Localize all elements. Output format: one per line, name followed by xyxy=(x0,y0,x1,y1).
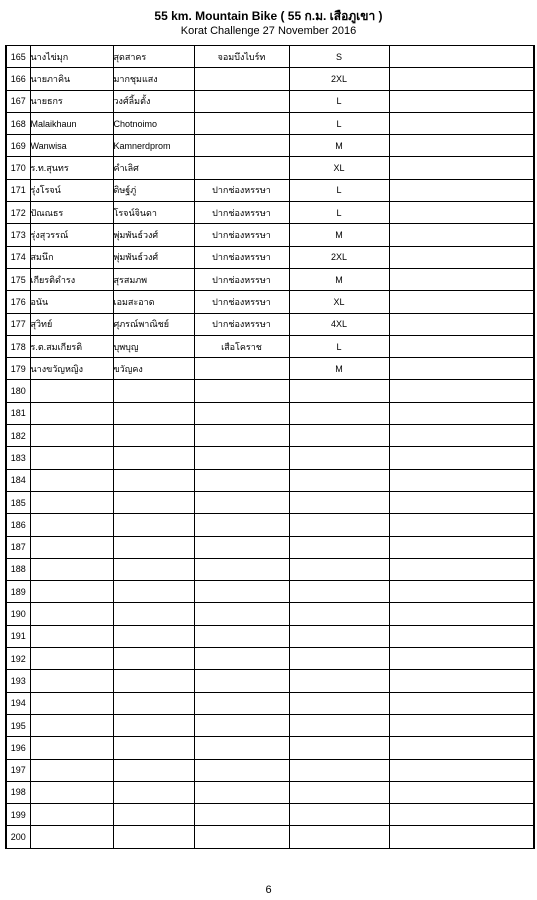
last-name-cell: พุ่มพันธ์วงศ์ xyxy=(113,246,194,268)
row-number-cell: 186 xyxy=(6,514,30,536)
table-row xyxy=(6,112,534,134)
first-name-cell: เกียรติดำรง xyxy=(30,268,113,290)
last-name-cell xyxy=(113,670,194,692)
blank-cell xyxy=(389,157,534,179)
club-cell xyxy=(194,358,289,380)
blank-cell xyxy=(389,313,534,335)
last-name-cell: Chotnoimo xyxy=(113,112,194,134)
table-row xyxy=(6,603,534,625)
table-row xyxy=(6,759,534,781)
last-name-cell: Kamnerdprom xyxy=(113,135,194,157)
last-name-cell: โรจน์จินดา xyxy=(113,202,194,224)
club-cell xyxy=(194,826,289,848)
shirt-size-cell xyxy=(289,804,389,826)
shirt-size-cell: L xyxy=(289,335,389,357)
last-name-cell xyxy=(113,402,194,424)
row-number-cell: 170 xyxy=(6,157,30,179)
row-number-cell: 188 xyxy=(6,558,30,580)
first-name-cell: นางไข่มุก xyxy=(30,46,113,68)
last-name-cell: ดิษฐ์ภู่ xyxy=(113,179,194,201)
last-name-cell xyxy=(113,625,194,647)
last-name-cell xyxy=(113,380,194,402)
first-name-cell xyxy=(30,425,113,447)
shirt-size-cell: L xyxy=(289,112,389,134)
blank-cell xyxy=(389,692,534,714)
club-cell: ปากช่องหรรษา xyxy=(194,291,289,313)
table-row xyxy=(6,135,534,157)
registration-table xyxy=(5,45,535,849)
table-row xyxy=(6,558,534,580)
club-cell xyxy=(194,491,289,513)
club-cell xyxy=(194,536,289,558)
first-name-cell: รุ่งโรจน์ xyxy=(30,179,113,201)
shirt-size-cell xyxy=(289,581,389,603)
first-name-cell: Malaikhaun xyxy=(30,112,113,134)
registration-table-body xyxy=(6,46,534,849)
shirt-size-cell xyxy=(289,737,389,759)
table-row xyxy=(6,179,534,201)
row-number-cell: 168 xyxy=(6,112,30,134)
last-name-cell xyxy=(113,425,194,447)
table-row xyxy=(6,202,534,224)
shirt-size-cell: M xyxy=(289,135,389,157)
last-name-cell: คำเลิศ xyxy=(113,157,194,179)
first-name-cell xyxy=(30,781,113,803)
shirt-size-cell: XL xyxy=(289,291,389,313)
blank-cell xyxy=(389,737,534,759)
blank-cell xyxy=(389,246,534,268)
last-name-cell: พุ่มพันธ์วงศ์ xyxy=(113,224,194,246)
last-name-cell: ขวัญคง xyxy=(113,358,194,380)
shirt-size-cell xyxy=(289,491,389,513)
first-name-cell: ปัณณธร xyxy=(30,202,113,224)
row-number-cell: 196 xyxy=(6,737,30,759)
shirt-size-cell: 2XL xyxy=(289,68,389,90)
club-cell xyxy=(194,625,289,647)
first-name-cell xyxy=(30,558,113,580)
table-row xyxy=(6,313,534,335)
row-number-cell: 195 xyxy=(6,714,30,736)
blank-cell xyxy=(389,447,534,469)
club-cell xyxy=(194,135,289,157)
club-cell xyxy=(194,402,289,424)
first-name-cell: Wanwisa xyxy=(30,135,113,157)
last-name-cell xyxy=(113,581,194,603)
first-name-cell: สุวิทย์ xyxy=(30,313,113,335)
last-name-cell: บุพบุญ xyxy=(113,335,194,357)
first-name-cell xyxy=(30,804,113,826)
last-name-cell: ศุภรณ์พาณิชย์ xyxy=(113,313,194,335)
shirt-size-cell: M xyxy=(289,224,389,246)
first-name-cell xyxy=(30,402,113,424)
blank-cell xyxy=(389,826,534,848)
shirt-size-cell: L xyxy=(289,202,389,224)
table-row xyxy=(6,291,534,313)
first-name-cell xyxy=(30,648,113,670)
club-cell: เสือโคราช xyxy=(194,335,289,357)
first-name-cell xyxy=(30,692,113,714)
row-number-cell: 177 xyxy=(6,313,30,335)
shirt-size-cell xyxy=(289,514,389,536)
blank-cell xyxy=(389,179,534,201)
row-number-cell: 165 xyxy=(6,46,30,68)
club-cell xyxy=(194,648,289,670)
first-name-cell xyxy=(30,826,113,848)
club-cell xyxy=(194,759,289,781)
blank-cell xyxy=(389,603,534,625)
last-name-cell xyxy=(113,737,194,759)
shirt-size-cell: L xyxy=(289,179,389,201)
row-number-cell: 193 xyxy=(6,670,30,692)
row-number-cell: 194 xyxy=(6,692,30,714)
table-row xyxy=(6,826,534,848)
last-name-cell: สุดสาคร xyxy=(113,46,194,68)
row-number-cell: 172 xyxy=(6,202,30,224)
shirt-size-cell xyxy=(289,425,389,447)
blank-cell xyxy=(389,135,534,157)
club-cell xyxy=(194,558,289,580)
club-cell xyxy=(194,804,289,826)
first-name-cell: รุ่งสุวรรณ์ xyxy=(30,224,113,246)
last-name-cell xyxy=(113,648,194,670)
row-number-cell: 184 xyxy=(6,469,30,491)
first-name-cell: นางขวัญหญิง xyxy=(30,358,113,380)
club-cell: ปากช่องหรรษา xyxy=(194,268,289,290)
row-number-cell: 174 xyxy=(6,246,30,268)
last-name-cell xyxy=(113,603,194,625)
first-name-cell xyxy=(30,491,113,513)
club-cell xyxy=(194,737,289,759)
shirt-size-cell: S xyxy=(289,46,389,68)
last-name-cell xyxy=(113,491,194,513)
first-name-cell: ร.ต.สมเกียรติ xyxy=(30,335,113,357)
table-row xyxy=(6,358,534,380)
row-number-cell: 180 xyxy=(6,380,30,402)
row-number-cell: 181 xyxy=(6,402,30,424)
table-row xyxy=(6,670,534,692)
row-number-cell: 166 xyxy=(6,68,30,90)
shirt-size-cell xyxy=(289,692,389,714)
club-cell xyxy=(194,90,289,112)
table-row xyxy=(6,268,534,290)
club-cell xyxy=(194,469,289,491)
table-row xyxy=(6,536,534,558)
club-cell xyxy=(194,447,289,469)
blank-cell xyxy=(389,648,534,670)
last-name-cell xyxy=(113,514,194,536)
club-cell xyxy=(194,603,289,625)
blank-cell xyxy=(389,46,534,68)
blank-cell xyxy=(389,670,534,692)
shirt-size-cell: M xyxy=(289,268,389,290)
row-number-cell: 189 xyxy=(6,581,30,603)
table-row xyxy=(6,335,534,357)
club-cell xyxy=(194,157,289,179)
shirt-size-cell: 2XL xyxy=(289,246,389,268)
table-row xyxy=(6,648,534,670)
table-row xyxy=(6,625,534,647)
club-cell xyxy=(194,781,289,803)
blank-cell xyxy=(389,781,534,803)
first-name-cell xyxy=(30,380,113,402)
club-cell: ปากช่องหรรษา xyxy=(194,313,289,335)
blank-cell xyxy=(389,491,534,513)
last-name-cell: เอมสะอาด xyxy=(113,291,194,313)
blank-cell xyxy=(389,380,534,402)
row-number-cell: 190 xyxy=(6,603,30,625)
row-number-cell: 171 xyxy=(6,179,30,201)
first-name-cell xyxy=(30,514,113,536)
first-name-cell xyxy=(30,603,113,625)
table-row xyxy=(6,90,534,112)
club-cell xyxy=(194,380,289,402)
row-number-cell: 198 xyxy=(6,781,30,803)
first-name-cell xyxy=(30,737,113,759)
row-number-cell: 185 xyxy=(6,491,30,513)
table-row xyxy=(6,425,534,447)
first-name-cell: นายธกร xyxy=(30,90,113,112)
club-cell: ปากช่องหรรษา xyxy=(194,224,289,246)
table-row xyxy=(6,469,534,491)
row-number-cell: 176 xyxy=(6,291,30,313)
blank-cell xyxy=(389,804,534,826)
shirt-size-cell xyxy=(289,648,389,670)
first-name-cell xyxy=(30,759,113,781)
last-name-cell xyxy=(113,536,194,558)
shirt-size-cell xyxy=(289,558,389,580)
shirt-size-cell xyxy=(289,380,389,402)
row-number-cell: 192 xyxy=(6,648,30,670)
row-number-cell: 187 xyxy=(6,536,30,558)
club-cell xyxy=(194,112,289,134)
table-row xyxy=(6,804,534,826)
table-row xyxy=(6,737,534,759)
table-row xyxy=(6,380,534,402)
table-row xyxy=(6,491,534,513)
shirt-size-cell: L xyxy=(289,90,389,112)
club-cell: จอมบึงไบร์ท xyxy=(194,46,289,68)
blank-cell xyxy=(389,112,534,134)
last-name-cell: วงศ์ลิ้มตั้ง xyxy=(113,90,194,112)
blank-cell xyxy=(389,469,534,491)
blank-cell xyxy=(389,625,534,647)
blank-cell xyxy=(389,291,534,313)
shirt-size-cell xyxy=(289,469,389,491)
row-number-cell: 173 xyxy=(6,224,30,246)
table-row xyxy=(6,714,534,736)
row-number-cell: 175 xyxy=(6,268,30,290)
last-name-cell xyxy=(113,826,194,848)
table-row xyxy=(6,692,534,714)
shirt-size-cell xyxy=(289,536,389,558)
last-name-cell xyxy=(113,759,194,781)
blank-cell xyxy=(389,425,534,447)
last-name-cell xyxy=(113,804,194,826)
last-name-cell xyxy=(113,469,194,491)
row-number-cell: 182 xyxy=(6,425,30,447)
table-row xyxy=(6,447,534,469)
shirt-size-cell xyxy=(289,759,389,781)
blank-cell xyxy=(389,581,534,603)
last-name-cell xyxy=(113,447,194,469)
table-row xyxy=(6,514,534,536)
shirt-size-cell xyxy=(289,625,389,647)
table-row xyxy=(6,157,534,179)
blank-cell xyxy=(389,358,534,380)
last-name-cell xyxy=(113,558,194,580)
blank-cell xyxy=(389,514,534,536)
shirt-size-cell: M xyxy=(289,358,389,380)
page-number: 6 xyxy=(265,884,272,896)
club-cell xyxy=(194,714,289,736)
last-name-cell xyxy=(113,692,194,714)
table-row xyxy=(6,224,534,246)
shirt-size-cell xyxy=(289,826,389,848)
club-cell: ปากช่องหรรษา xyxy=(194,179,289,201)
row-number-cell: 179 xyxy=(6,358,30,380)
blank-cell xyxy=(389,402,534,424)
table-row xyxy=(6,68,534,90)
page-title: 55 km. Mountain Bike ( 55 ก.ม. เสือภูเขา ) xyxy=(154,9,383,23)
shirt-size-cell xyxy=(289,447,389,469)
blank-cell xyxy=(389,759,534,781)
last-name-cell xyxy=(113,714,194,736)
row-number-cell: 169 xyxy=(6,135,30,157)
club-cell xyxy=(194,670,289,692)
first-name-cell xyxy=(30,469,113,491)
last-name-cell: มากชุมแสง xyxy=(113,68,194,90)
first-name-cell xyxy=(30,625,113,647)
club-cell xyxy=(194,581,289,603)
blank-cell xyxy=(389,268,534,290)
page-subtitle: Korat Challenge 27 November 2016 xyxy=(180,25,357,37)
row-number-cell: 183 xyxy=(6,447,30,469)
row-number-cell: 178 xyxy=(6,335,30,357)
blank-cell xyxy=(389,714,534,736)
blank-cell xyxy=(389,536,534,558)
blank-cell xyxy=(389,335,534,357)
first-name-cell: นายภาคิน xyxy=(30,68,113,90)
first-name-cell xyxy=(30,447,113,469)
blank-cell xyxy=(389,558,534,580)
row-number-cell: 199 xyxy=(6,804,30,826)
shirt-size-cell: 4XL xyxy=(289,313,389,335)
club-cell xyxy=(194,514,289,536)
shirt-size-cell: XL xyxy=(289,157,389,179)
row-number-cell: 167 xyxy=(6,90,30,112)
first-name-cell xyxy=(30,536,113,558)
club-cell: ปากช่องหรรษา xyxy=(194,246,289,268)
blank-cell xyxy=(389,68,534,90)
first-name-cell xyxy=(30,714,113,736)
first-name-cell: สมนึก xyxy=(30,246,113,268)
table-row xyxy=(6,246,534,268)
shirt-size-cell xyxy=(289,781,389,803)
table-row xyxy=(6,781,534,803)
club-cell xyxy=(194,68,289,90)
row-number-cell: 197 xyxy=(6,759,30,781)
shirt-size-cell xyxy=(289,402,389,424)
first-name-cell: อนัน xyxy=(30,291,113,313)
club-cell: ปากช่องหรรษา xyxy=(194,202,289,224)
table-row xyxy=(6,581,534,603)
shirt-size-cell xyxy=(289,714,389,736)
shirt-size-cell xyxy=(289,670,389,692)
blank-cell xyxy=(389,224,534,246)
row-number-cell: 191 xyxy=(6,625,30,647)
first-name-cell xyxy=(30,670,113,692)
shirt-size-cell xyxy=(289,603,389,625)
last-name-cell: สุรสมภพ xyxy=(113,268,194,290)
row-number-cell: 200 xyxy=(6,826,30,848)
first-name-cell: ร.ท.สุนทร xyxy=(30,157,113,179)
blank-cell xyxy=(389,202,534,224)
first-name-cell xyxy=(30,581,113,603)
club-cell xyxy=(194,425,289,447)
last-name-cell xyxy=(113,781,194,803)
blank-cell xyxy=(389,90,534,112)
table-row xyxy=(6,46,534,68)
club-cell xyxy=(194,692,289,714)
table-row xyxy=(6,402,534,424)
